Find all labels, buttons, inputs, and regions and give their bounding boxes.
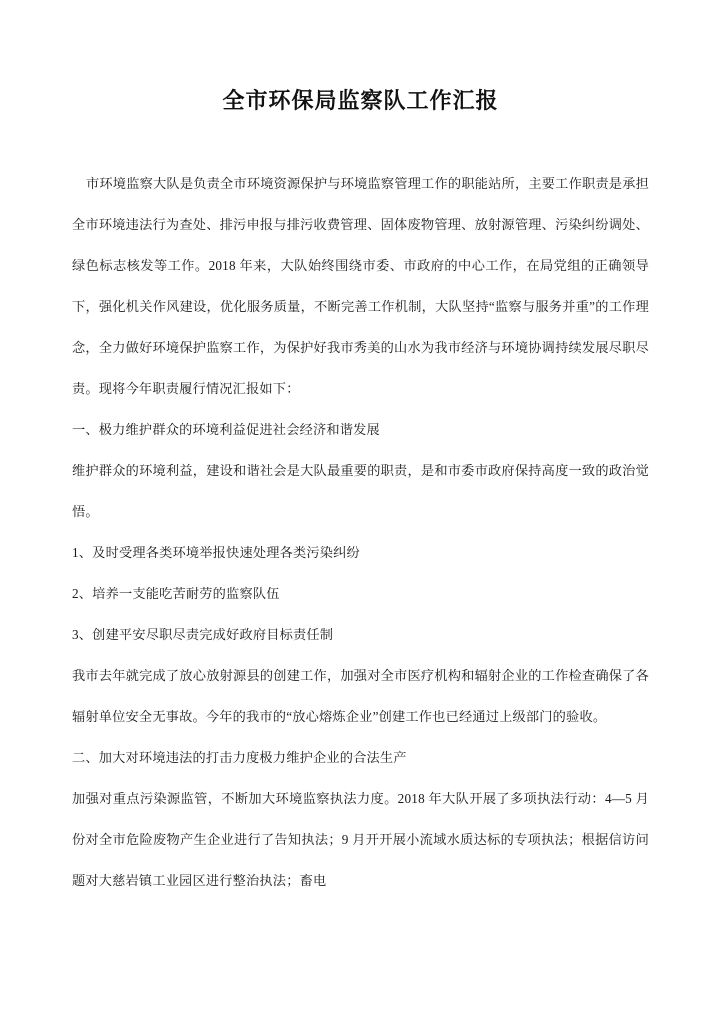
page-title: 全市环保局监察队工作汇报: [222, 88, 499, 113]
paragraph-section-one-body: 维护群众的环境利益，建设和谐社会是大队最重要的职责，是和市委市政府保持高度一致的政治觉悟。: [72, 462, 649, 519]
list-item-one: 1、及时受理各类环境举报快速处理各类污染纠纷: [72, 544, 360, 560]
list-item-two: 2、培养一支能吃苦耐劳的监察队伍: [72, 585, 280, 601]
list-item-three: 3、创建平安尽职尽责完成好政府目标责任制: [72, 626, 334, 642]
paragraph-section-two-body: 加强对重点污染源监管，不断加大环境监察执法力度。2018 年大队开展了多项执法行动：4—5 月份对全市危险废物产生企业进行了告知执法；9 月开开展小流域水质达标的专项执法；根据信访问题对大慈岩镇工业园区进行整治执法；畜电: [72, 790, 649, 888]
heading-section-two: 二、加大对环境违法的打击力度极力维护企业的合法生产: [72, 749, 407, 765]
heading-section-one: 一、极力维护群众的环境利益促进社会经济和谐发展: [72, 421, 380, 437]
document-body: [72, 163, 649, 901]
paragraph-intro: 市环境监察大队是负责全市环境资源保护与环境监察管理工作的职能站所，主要工作职责是承担全市环境违法行为查处、排污申报与排污收费管理、固体废物管理、放射源管理、污染纠纷调处、绿色标志核发等工作。2018 年来，大队始终围绕市委、市政府的中心工作，在局党组的正确领导下，强化机关作风建设，优化服务质量，不断完善工作机制，大队坚持“监察与服务并重”的工作理念，全力做好环境保护监察工作，为保护好我市秀美的山水为我市经济与环境协调持续发展尽职尽责。现将今年职责履行情况汇报如下：: [72, 175, 649, 396]
paragraph-list-item-three-body: 我市去年就完成了放心放射源县的创建工作，加强对全市医疗机构和辐射企业的工作检查确保了各辐射单位安全无事故。今年的我市的“放心熔炼企业”创建工作也已经通过上级部门的验收。: [72, 667, 649, 724]
